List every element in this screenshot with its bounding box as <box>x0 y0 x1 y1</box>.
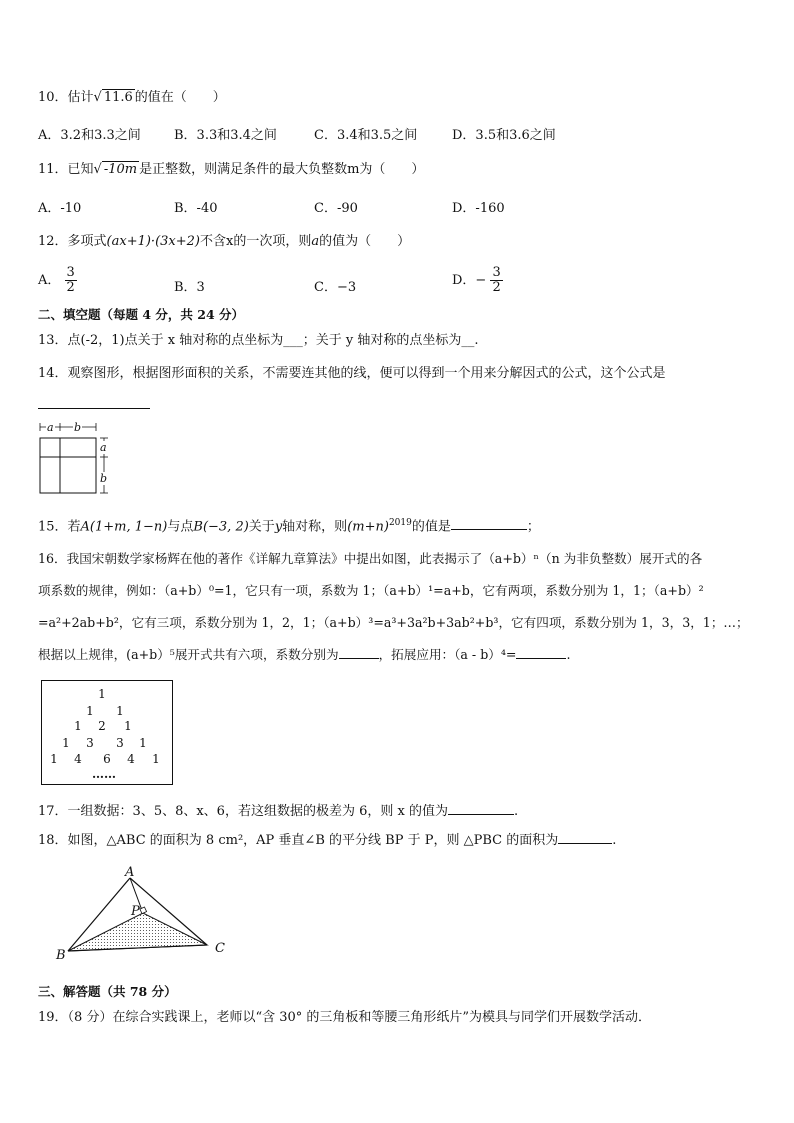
q15-mid2: 关于 <box>248 519 275 535</box>
q11-option-c: C．-90 <box>314 201 358 216</box>
q11-radicand: -10m <box>103 162 138 177</box>
pascal-cell: 1 <box>139 736 147 750</box>
q10-radicand: 11.6 <box>103 90 133 105</box>
q12-a-label: A． <box>38 273 61 288</box>
q12-a-den: 2 <box>66 280 75 295</box>
q12-expr: (ax+1)·(3x+2) <box>106 234 200 249</box>
q10-stem: 10．估计√ 11.6 的值在（ ） <box>38 90 226 105</box>
pascal-cell: 1 <box>86 704 94 718</box>
pascal-cell: 1 <box>74 719 82 733</box>
q12-suffix: 的值为（ ） <box>319 234 411 249</box>
q14-label-a-top: a <box>47 421 54 434</box>
q10-prefix: 10．估计 <box>38 90 94 105</box>
q15-suffix-b: ； <box>526 519 540 535</box>
q10-option-b: B．3.3和3.4之间 <box>174 128 277 143</box>
pascal-cell: 1 <box>50 752 58 766</box>
q14-stem: 14．观察图形，根据图形面积的关系，不需要连其他的线，便可以得到一个用来分解因式的公式，这个公式是 <box>38 366 666 381</box>
q10-option-a: A．3.2和3.3之间 <box>38 128 141 143</box>
q18-answer-blank <box>558 831 612 844</box>
pascal-cell: 4 <box>127 752 135 766</box>
q15-expr: (m+n) <box>347 519 389 535</box>
q10-suffix: 的值在（ ） <box>134 90 226 105</box>
q15-axis: y <box>274 519 283 535</box>
section-3-heading: 三、解答题（共 78 分） <box>38 984 177 999</box>
q17-answer-blank <box>448 802 514 815</box>
q18-end: . <box>612 833 617 848</box>
section-2-heading: 二、填空题（每题 4 分，共 24 分） <box>38 307 245 322</box>
q16-line4-c: . <box>566 647 571 662</box>
q18-text: 18．如图，△ABC 的面积为 8 cm²，AP 垂直∠B 的平分线 BP 于 P，则 △PBC 的面积为 <box>38 833 559 848</box>
pascal-dots: …… <box>92 767 116 781</box>
q11-prefix: 11．已知 <box>38 162 94 177</box>
q12-d-fraction <box>490 266 502 295</box>
q12-option-a <box>38 266 77 295</box>
q14-label-a-side: a <box>100 441 107 454</box>
pascal-triangle <box>41 680 173 785</box>
q11-stem: 11．已知√ -10m 是正整数，则满足条件的最大负整数m为（ ） <box>38 162 425 177</box>
q15-answer-blank <box>451 517 527 530</box>
q15-mid1: 与点 <box>167 519 194 535</box>
q12-prefix: 12．多项式 <box>38 234 107 249</box>
q13-stem: 13．点(-2，1)点关于 x 轴对称的点坐标为___；关于 y 轴对称的点坐标为__. <box>38 333 479 348</box>
q16-line1: 16．我国宋朝数学家杨辉在他的著作《详解九章算法》中提出如图，此表揭示了（a+b）ⁿ（n 为非负整数）展开式的各 <box>38 551 703 566</box>
q12-a-num: 3 <box>66 265 75 280</box>
q12-d-label: D．− <box>452 273 487 288</box>
q15-mid3: 轴对称，则 <box>282 519 348 535</box>
pascal-cell: 1 <box>116 704 124 718</box>
q12-d-den: 2 <box>492 280 501 295</box>
q14-answer-blank <box>38 408 150 409</box>
q18-label-p: P <box>131 904 140 919</box>
pascal-cell: 3 <box>116 736 124 750</box>
q15-stem <box>38 513 540 537</box>
q17-end: . <box>513 804 519 819</box>
q12-stem <box>38 232 410 252</box>
q16-blank-1 <box>339 646 379 659</box>
q18-stem <box>38 831 616 851</box>
pascal-cell: 1 <box>62 736 70 750</box>
q12-var: a <box>311 234 320 249</box>
q16-line4-b: ，拓展应用：（a - b）⁴= <box>378 647 517 662</box>
q19-stem: 19．（8 分）在综合实践课上，老师以“含 30° 的三角板和等腰三角形纸片”为模具与同学们开展数学活动． <box>38 1010 652 1025</box>
q15-point-b: B(−3, 2) <box>193 519 249 535</box>
q17-text: 17．一组数据：3、5、8、x、6，若这组数据的极差为 6，则 x 的值为 <box>38 804 448 819</box>
q12-mid: 不含x的一次项，则 <box>199 234 312 249</box>
q15-suffix-a: 的值是 <box>411 519 451 535</box>
q11-option-d: D．-160 <box>452 201 505 216</box>
pascal-cell: 2 <box>98 719 106 733</box>
q12-option-d <box>452 266 503 295</box>
pascal-cell: 1 <box>98 687 106 701</box>
q16-line3: =a²+2ab+b²，它有三项，系数分别为 1，2，1；（a+b）³=a³+3a²b+3ab²+b³，它有四项，系数分别为 1，3，3，1；…； <box>38 615 749 630</box>
q12-option-c: C．−3 <box>314 280 357 295</box>
q14-label-b-side: b <box>100 472 108 485</box>
q17-stem <box>38 802 518 822</box>
pascal-cell: 1 <box>124 719 132 733</box>
q10-option-d: D．3.5和3.6之间 <box>452 128 556 143</box>
q18-label-c: C <box>215 941 225 956</box>
q11-suffix: 是正整数，则满足条件的最大负整数m为（ ） <box>139 162 425 177</box>
q16-blank-2 <box>516 646 566 659</box>
pascal-cell: 6 <box>103 752 111 766</box>
q16-line2: 项系数的规律，例如：（a+b）⁰=1，它只有一项，系数为 1；（a+b）¹=a+b，它有两项，系数分别为 1，1；（a+b）² <box>38 583 704 598</box>
q11-option-b: B．-40 <box>174 201 218 216</box>
q15-prefix: 15．若 <box>38 519 81 535</box>
q10-option-c: C．3.4和3.5之间 <box>314 128 418 143</box>
q18-label-b: B <box>56 948 66 963</box>
q12-a-fraction <box>65 266 77 295</box>
q18-label-a: A <box>125 865 135 880</box>
q11-option-a: A．-10 <box>38 201 82 216</box>
q15-point-a: A(1+m, 1−n) <box>80 519 168 535</box>
pascal-cell: 3 <box>86 736 94 750</box>
pascal-cell: 4 <box>74 752 82 766</box>
q16-line4 <box>38 645 570 665</box>
q12-option-b: B．3 <box>174 280 205 295</box>
q16-line4-a: 根据以上规律，(a+b）⁵展开式共有六项，系数分别为 <box>38 647 339 662</box>
q18-triangle-figure <box>55 866 235 966</box>
pascal-cell: 1 <box>152 752 160 766</box>
q15-exponent: 2019 <box>388 518 412 528</box>
q12-d-num: 3 <box>492 265 501 280</box>
q14-label-b-top: b <box>74 421 82 434</box>
